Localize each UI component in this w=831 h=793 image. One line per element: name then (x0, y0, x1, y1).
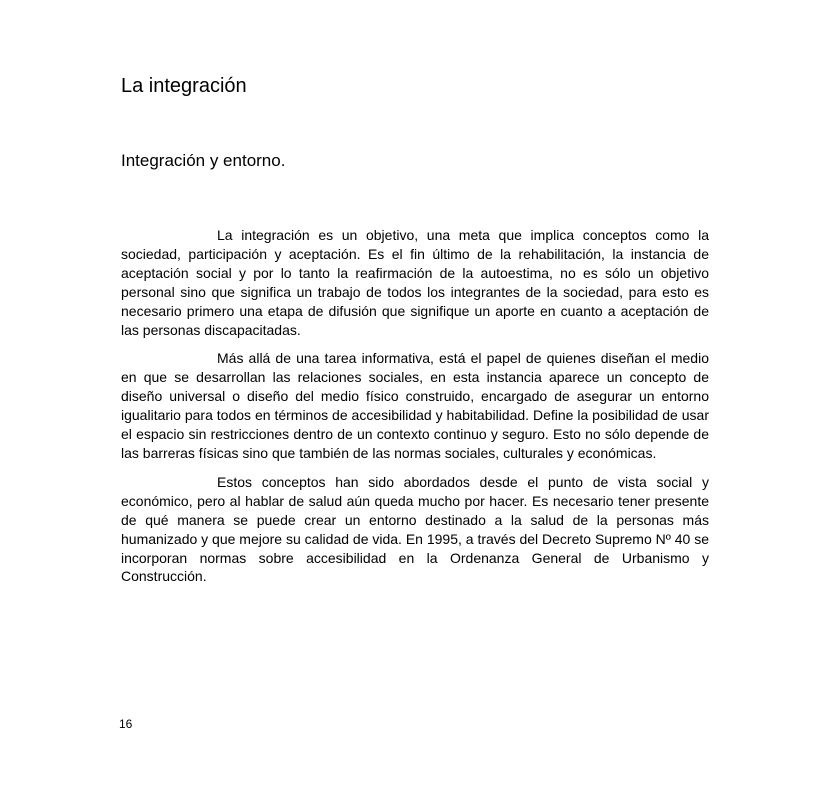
paragraph-2: Más allá de una tarea informativa, está el papel de quienes diseñan el medio en que se desarrollan las relaciones sociales, en esta instancia aparece un concepto de diseño universal o diseño del medio físico construido, encargado de asegurar un entorno igualitario para todos en términos de accesibilidad y habitabilidad. Define la posibilidad de usar el espacio sin restricciones dentro de un contexto continuo y seguro. Esto no sólo depende de las barreras físicas sino que también de las normas sociales, culturales y económicas. (121, 350, 709, 461)
paragraph-1: La integración es un objetivo, una meta que implica conceptos como la sociedad, participación y aceptación. Es el fin último de la rehabilitación, la instancia de aceptación social y por lo tanto la reafirmación de la autoestima, no es sólo un objetivo personal sino que significa un trabajo de todos los integrantes de la sociedad, para esto es necesario primero una etapa de difusión que signifique un aporte en cuanto a aceptación de las personas discapacitadas. (121, 227, 709, 338)
page-title: La integración (121, 75, 247, 97)
section-title: Integración y entorno. (121, 151, 286, 170)
page-number: 16 (119, 717, 133, 731)
body-text (121, 226, 709, 596)
paragraph-3: Estos conceptos han sido abordados desde el punto de vista social y económico, pero al hablar de salud aún queda mucho por hacer. Es necesario tener presente de qué manera se puede crear un entorno destinado a la salud de la personas más humanizado y que mejore su calidad de vida. En 1995, a través del Decreto Supremo Nº 40 se incorporan normas sobre accesibilidad en la Ordenanza General de Urbanismo y Construcción. (121, 473, 710, 585)
